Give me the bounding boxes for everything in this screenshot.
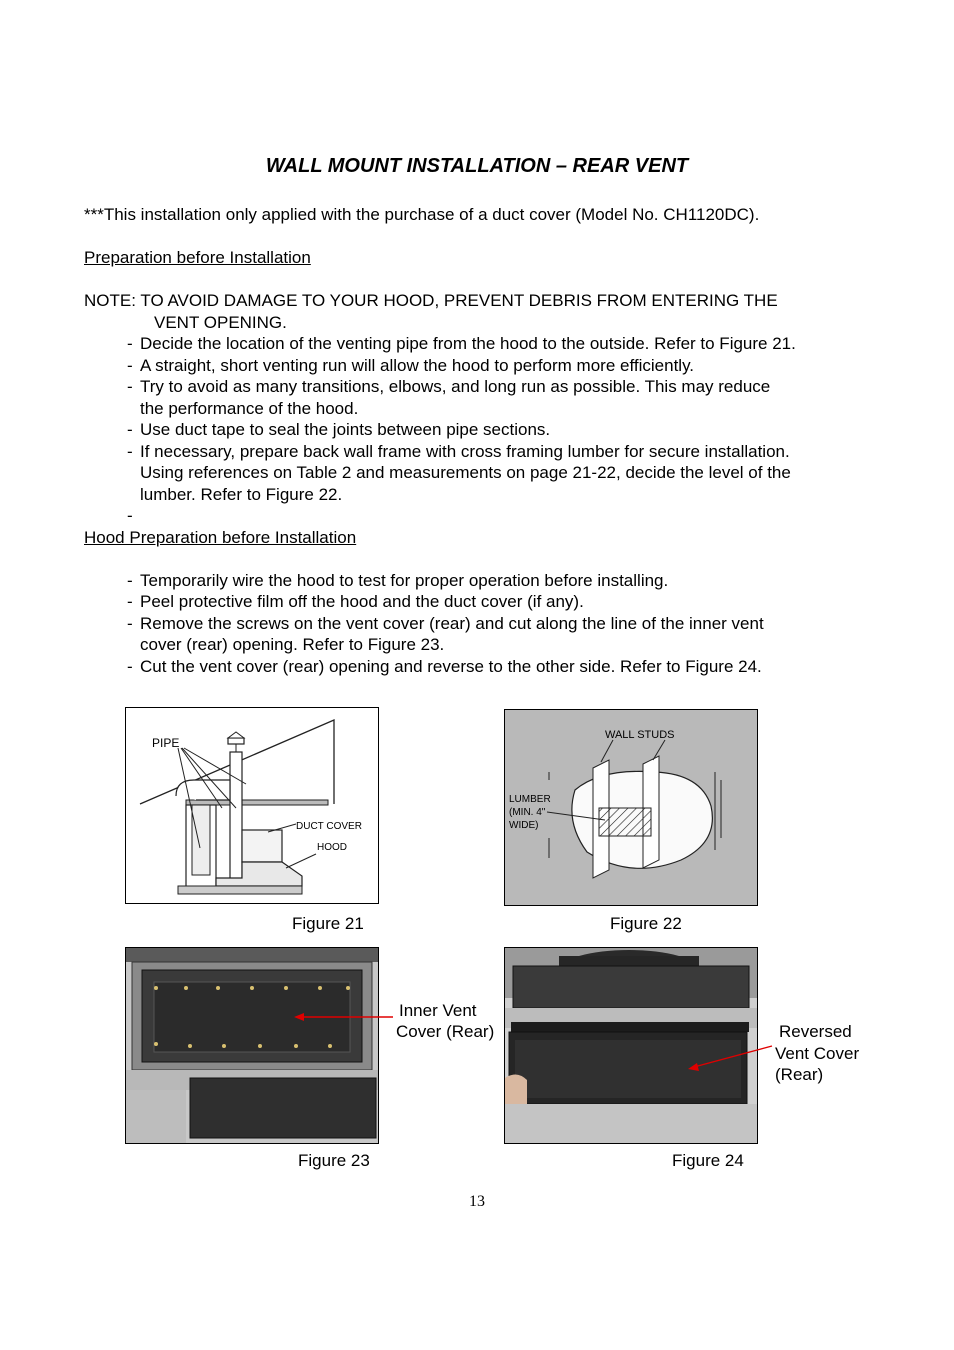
arrowhead-reversed-vent: [688, 1063, 699, 1071]
figure-23-caption: Figure 23: [298, 1151, 370, 1170]
label-lumber-line-1: LUMBER: [509, 794, 551, 805]
page-title: WALL MOUNT INSTALLATION – REAR VENT: [265, 155, 689, 177]
list-item: Peel protective film off the hood and the duct cover (if any).: [140, 592, 584, 611]
bullet-dash: -: [127, 657, 133, 676]
figure-22-caption: Figure 22: [610, 914, 682, 933]
list-item: Decide the location of the venting pipe from the hood to the outside. Refer to Figure 21.: [140, 334, 796, 353]
list-item: Try to avoid as many transitions, elbows, and long run as possible. This may reduce: [140, 377, 771, 396]
label-duct-cover: DUCT COVER: [296, 821, 362, 832]
figure-21-caption: Figure 21: [292, 914, 364, 933]
label-hood: HOOD: [317, 842, 347, 853]
callout-reversed-line-1: Reversed: [779, 1022, 852, 1041]
list-item-continued: cover (rear) opening. Refer to Figure 23.: [140, 635, 445, 654]
section-heading-hood-preparation: Hood Preparation before Installation: [84, 528, 357, 547]
list-item-continued: the performance of the hood.: [140, 399, 359, 418]
bullet-dash: -: [127, 571, 133, 590]
bullet-dash: -: [127, 420, 133, 439]
page-number: 13: [469, 1193, 485, 1210]
note-line-2: VENT OPENING.: [154, 313, 287, 332]
callout-inner-vent-line-2: Cover (Rear): [396, 1022, 495, 1041]
list-item: A straight, short venting run will allow the hood to perform more efficiently.: [140, 356, 695, 375]
label-pipe: PIPE: [152, 736, 180, 750]
bullet-dash: -: [127, 442, 133, 461]
label-lumber-line-3: WIDE): [509, 820, 539, 831]
list-item: Remove the screws on the vent cover (rear) and cut along the line of the inner vent: [140, 614, 764, 633]
bullet-dash: -: [127, 377, 133, 396]
list-item: Cut the vent cover (rear) opening and reverse to the other side. Refer to Figure 24.: [140, 657, 762, 676]
arrow-reversed-vent: [694, 1046, 772, 1067]
bullet-dash: -: [127, 506, 133, 525]
callout-reversed-line-3: (Rear): [775, 1065, 824, 1084]
callout-reversed-line-2: Vent Cover: [775, 1044, 860, 1063]
arrowhead-inner-vent: [294, 1013, 304, 1021]
intro-text: ***This installation only applied with the purchase of a duct cover (Model No. CH1120DC).: [84, 205, 760, 224]
list-item: Temporarily wire the hood to test for proper operation before installing.: [140, 571, 669, 590]
bullet-dash: -: [127, 592, 133, 611]
bullet-dash: -: [127, 334, 133, 353]
note-line-1: NOTE: TO AVOID DAMAGE TO YOUR HOOD, PREVENT DEBRIS FROM ENTERING THE: [84, 291, 778, 310]
list-item: If necessary, prepare back wall frame with cross framing lumber for secure installation.: [140, 442, 790, 461]
section-heading-preparation: Preparation before Installation: [84, 248, 311, 267]
list-item: Use duct tape to seal the joints between pipe sections.: [140, 420, 551, 439]
figure-24-caption: Figure 24: [672, 1151, 744, 1170]
bullet-dash: -: [127, 356, 133, 375]
callout-inner-vent-line-1: Inner Vent: [399, 1001, 477, 1020]
bullet-dash: -: [127, 614, 133, 633]
list-item-continued: lumber. Refer to Figure 22.: [140, 485, 343, 504]
label-lumber-line-2: (MIN. 4": [509, 807, 546, 818]
list-item-continued: Using references on Table 2 and measurements on page 21-22, decide the level of the: [140, 463, 791, 482]
label-wall-studs: WALL STUDS: [605, 729, 675, 741]
